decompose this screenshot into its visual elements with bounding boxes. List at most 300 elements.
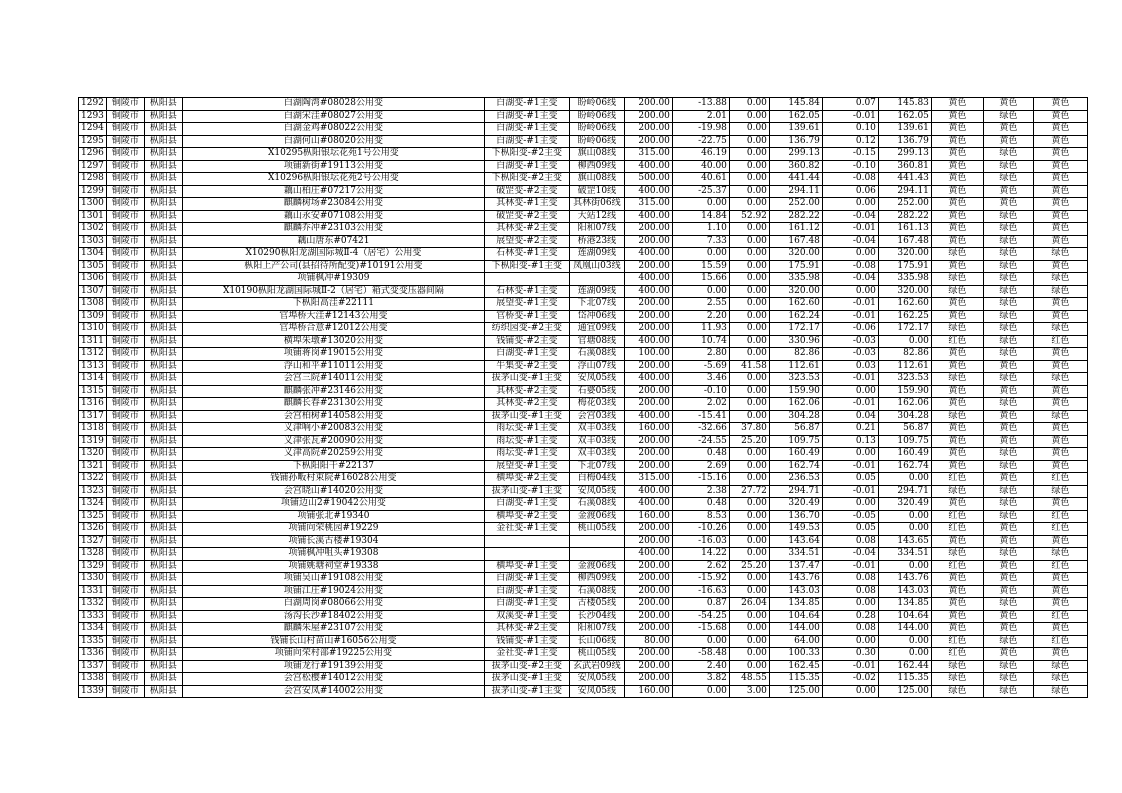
value-c-cell: 139.61 — [769, 123, 822, 136]
row-index: 1314 — [79, 373, 107, 386]
table-row — [79, 185, 1088, 198]
value-b-cell: 27.72 — [729, 485, 769, 498]
value-e-cell: 167.48 — [878, 235, 931, 248]
substation-cell: 双溪变-#1主变 — [484, 610, 569, 623]
value-c-cell: 441.44 — [769, 173, 822, 186]
value-d-cell: -0.10 — [822, 160, 878, 173]
capacity-cell: 400.00 — [624, 548, 672, 561]
value-c-cell: 162.05 — [769, 110, 822, 123]
status-1-cell: 黄色 — [931, 198, 983, 211]
table-row — [79, 248, 1088, 261]
value-c-cell: 323.53 — [769, 373, 822, 386]
capacity-cell: 80.00 — [624, 635, 672, 648]
substation-cell: 牛集变-#2主变 — [484, 360, 569, 373]
value-e-cell: 299.13 — [878, 148, 931, 161]
substation-cell: 白湖变-#1主变 — [484, 498, 569, 511]
feeder-cell: 古楼05线 — [569, 598, 624, 611]
value-d-cell: 0.10 — [822, 123, 878, 136]
value-c-cell: 149.53 — [769, 523, 822, 536]
value-a-cell: 2.01 — [672, 110, 729, 123]
city-cell: 铜陵市 — [106, 485, 144, 498]
city-cell: 铜陵市 — [106, 560, 144, 573]
value-b-cell: 0.00 — [729, 248, 769, 261]
value-c-cell: 162.06 — [769, 398, 822, 411]
table-row — [79, 298, 1088, 311]
value-c-cell: 161.12 — [769, 223, 822, 236]
status-3-cell: 黄色 — [1033, 310, 1087, 323]
county-cell: 枞阳县 — [144, 235, 182, 248]
transformer-name-cell: 麒麟张冲#23146公用变 — [182, 385, 484, 398]
value-a-cell: 2.02 — [672, 398, 729, 411]
status-3-cell: 黄色 — [1033, 98, 1087, 111]
capacity-cell: 160.00 — [624, 510, 672, 523]
transformer-name-cell: 会宫三院#14011公用变 — [182, 373, 484, 386]
value-b-cell: 0.00 — [729, 235, 769, 248]
substation-cell: 横埠变-#2主变 — [484, 473, 569, 486]
value-a-cell: -15.92 — [672, 573, 729, 586]
value-a-cell: -25.37 — [672, 185, 729, 198]
county-cell: 枞阳县 — [144, 373, 182, 386]
status-3-cell: 黄色 — [1033, 423, 1087, 436]
table-row — [79, 435, 1088, 448]
value-b-cell: 0.00 — [729, 285, 769, 298]
substation-cell: 拔茅山变-#2主变 — [484, 660, 569, 673]
value-b-cell: 0.00 — [729, 623, 769, 636]
status-3-cell: 黄色 — [1033, 573, 1087, 586]
county-cell: 枞阳县 — [144, 98, 182, 111]
table-row — [79, 648, 1088, 661]
transformer-name-cell: 项铺蒋岗#19015公用变 — [182, 348, 484, 361]
value-b-cell: 0.00 — [729, 123, 769, 136]
transformer-name-cell: 会宫安凤#14002公用变 — [182, 685, 484, 698]
value-e-cell: 0.00 — [878, 473, 931, 486]
value-b-cell: 0.00 — [729, 348, 769, 361]
value-c-cell: 162.45 — [769, 660, 822, 673]
value-d-cell: 0.00 — [822, 448, 878, 461]
value-d-cell: -0.01 — [822, 560, 878, 573]
value-b-cell: 0.00 — [729, 548, 769, 561]
value-e-cell: 82.86 — [878, 348, 931, 361]
substation-cell: 官桥变-#1主变 — [484, 310, 569, 323]
county-cell: 枞阳县 — [144, 160, 182, 173]
feeder-cell: 旗山08线 — [569, 148, 624, 161]
feeder-cell: 莲湖09线 — [569, 248, 624, 261]
transformer-name-cell: 义津响小#20083公用变 — [182, 423, 484, 436]
transformer-name-cell: 麒麟朱屋#23107公用变 — [182, 623, 484, 636]
value-e-cell: 441.43 — [878, 173, 931, 186]
value-b-cell: 0.00 — [729, 198, 769, 211]
status-1-cell: 黄色 — [931, 260, 983, 273]
status-2-cell: 绿色 — [983, 373, 1033, 386]
transformer-name-cell: 项铺江庄#19024公用变 — [182, 585, 484, 598]
feeder-cell: 岱冲06线 — [569, 310, 624, 323]
transformer-name-cell: 枞阳上产公司(县招待所配变)#10191公用变 — [182, 260, 484, 273]
status-3-cell: 红色 — [1033, 510, 1087, 523]
value-c-cell: 320.00 — [769, 285, 822, 298]
city-cell: 铜陵市 — [106, 323, 144, 336]
city-cell: 铜陵市 — [106, 160, 144, 173]
status-1-cell: 黄色 — [931, 423, 983, 436]
value-e-cell: 175.91 — [878, 260, 931, 273]
city-cell: 铜陵市 — [106, 135, 144, 148]
value-d-cell: 0.08 — [822, 535, 878, 548]
feeder-cell: 柳西09线 — [569, 573, 624, 586]
county-cell: 枞阳县 — [144, 498, 182, 511]
feeder-cell: 梅花03线 — [569, 398, 624, 411]
status-1-cell: 黄色 — [931, 498, 983, 511]
table-row — [79, 635, 1088, 648]
value-d-cell: 0.00 — [822, 285, 878, 298]
transformer-name-cell: 会宫柏树#14058公用变 — [182, 410, 484, 423]
value-a-cell: -16.03 — [672, 535, 729, 548]
value-a-cell: -58.48 — [672, 648, 729, 661]
value-b-cell: 0.00 — [729, 310, 769, 323]
value-e-cell: 334.51 — [878, 548, 931, 561]
capacity-cell: 200.00 — [624, 298, 672, 311]
value-d-cell: -0.05 — [822, 510, 878, 523]
value-d-cell: -0.06 — [822, 323, 878, 336]
value-c-cell: 100.33 — [769, 648, 822, 661]
value-a-cell: -10.26 — [672, 523, 729, 536]
status-2-cell: 黄色 — [983, 610, 1033, 623]
feeder-cell: 桥港23线 — [569, 235, 624, 248]
county-cell: 枞阳县 — [144, 535, 182, 548]
substation-cell: 拔茅山变-#1主变 — [484, 673, 569, 686]
status-2-cell: 绿色 — [983, 160, 1033, 173]
county-cell: 枞阳县 — [144, 610, 182, 623]
status-3-cell: 黄色 — [1033, 448, 1087, 461]
city-cell: 铜陵市 — [106, 660, 144, 673]
value-c-cell: 162.74 — [769, 460, 822, 473]
value-e-cell: 0.00 — [878, 560, 931, 573]
transformer-name-cell: 项铺长溪古楼#19304 — [182, 535, 484, 548]
status-1-cell: 黄色 — [931, 310, 983, 323]
status-3-cell: 绿色 — [1033, 248, 1087, 261]
value-d-cell: 0.08 — [822, 573, 878, 586]
capacity-cell: 200.00 — [624, 623, 672, 636]
capacity-cell: 200.00 — [624, 360, 672, 373]
status-2-cell: 绿色 — [983, 335, 1033, 348]
city-cell: 铜陵市 — [106, 273, 144, 286]
row-index: 1323 — [79, 485, 107, 498]
status-1-cell: 绿色 — [931, 660, 983, 673]
feeder-cell: 官塘08线 — [569, 335, 624, 348]
county-cell: 枞阳县 — [144, 173, 182, 186]
value-e-cell: 159.90 — [878, 385, 931, 398]
capacity-cell: 200.00 — [624, 448, 672, 461]
feeder-cell: 安凤05线 — [569, 673, 624, 686]
value-c-cell: 294.71 — [769, 485, 822, 498]
value-d-cell: -0.15 — [822, 148, 878, 161]
value-a-cell: 8.53 — [672, 510, 729, 523]
status-2-cell: 绿色 — [983, 148, 1033, 161]
row-index: 1321 — [79, 460, 107, 473]
feeder-cell: 长沙04线 — [569, 610, 624, 623]
value-d-cell: 0.00 — [822, 498, 878, 511]
table-row — [79, 535, 1088, 548]
transformer-name-cell: 白湖金鸡#08022公用变 — [182, 123, 484, 136]
value-c-cell: 145.84 — [769, 98, 822, 111]
value-d-cell: 0.05 — [822, 473, 878, 486]
substation-cell: 白湖变-#1主变 — [484, 348, 569, 361]
transformer-name-cell: 钱铺长山村苗山#16056公用变 — [182, 635, 484, 648]
table-row — [79, 260, 1088, 273]
capacity-cell: 400.00 — [624, 373, 672, 386]
table-body — [79, 98, 1088, 698]
row-index: 1301 — [79, 210, 107, 223]
value-c-cell: 334.51 — [769, 548, 822, 561]
value-d-cell: -0.01 — [822, 373, 878, 386]
transformer-name-cell: 会宫晓山#14020公用变 — [182, 485, 484, 498]
status-3-cell: 黄色 — [1033, 460, 1087, 473]
status-1-cell: 黄色 — [931, 398, 983, 411]
city-cell: 铜陵市 — [106, 360, 144, 373]
table-row — [79, 473, 1088, 486]
row-index: 1312 — [79, 348, 107, 361]
row-index: 1325 — [79, 510, 107, 523]
value-c-cell: 159.90 — [769, 385, 822, 398]
capacity-cell: 400.00 — [624, 335, 672, 348]
status-1-cell: 黄色 — [931, 210, 983, 223]
county-cell: 枞阳县 — [144, 485, 182, 498]
substation-cell: 雨坛变-#1主变 — [484, 448, 569, 461]
city-cell: 铜陵市 — [106, 310, 144, 323]
value-e-cell: 104.64 — [878, 610, 931, 623]
status-1-cell: 绿色 — [931, 373, 983, 386]
city-cell: 铜陵市 — [106, 385, 144, 398]
status-1-cell: 红色 — [931, 473, 983, 486]
county-cell: 枞阳县 — [144, 448, 182, 461]
value-d-cell: -0.04 — [822, 273, 878, 286]
county-cell: 枞阳县 — [144, 198, 182, 211]
status-3-cell: 红色 — [1033, 610, 1087, 623]
table-row — [79, 123, 1088, 136]
feeder-cell: 金渡06线 — [569, 560, 624, 573]
city-cell: 铜陵市 — [106, 148, 144, 161]
substation-cell: 纺织园变-#2主变 — [484, 323, 569, 336]
value-b-cell: 0.00 — [729, 648, 769, 661]
value-d-cell: -0.01 — [822, 485, 878, 498]
status-2-cell: 绿色 — [983, 310, 1033, 323]
status-2-cell: 绿色 — [983, 673, 1033, 686]
value-a-cell: 0.48 — [672, 498, 729, 511]
value-c-cell: 175.91 — [769, 260, 822, 273]
capacity-cell: 200.00 — [624, 560, 672, 573]
table-row — [79, 310, 1088, 323]
capacity-cell: 200.00 — [624, 610, 672, 623]
county-cell: 枞阳县 — [144, 423, 182, 436]
transformer-name-cell: 钱铺孙畈村束院#16028公用变 — [182, 473, 484, 486]
value-a-cell: 15.66 — [672, 273, 729, 286]
capacity-cell: 100.00 — [624, 348, 672, 361]
capacity-cell: 400.00 — [624, 273, 672, 286]
status-1-cell: 绿色 — [931, 673, 983, 686]
status-1-cell: 绿色 — [931, 410, 983, 423]
value-a-cell: -15.68 — [672, 623, 729, 636]
value-d-cell: 0.07 — [822, 98, 878, 111]
substation-cell: 拔茅山变-#1主变 — [484, 410, 569, 423]
value-c-cell: 136.70 — [769, 510, 822, 523]
status-2-cell: 黄色 — [983, 385, 1033, 398]
transformer-name-cell: 麒麟乔冲#23103公用变 — [182, 223, 484, 236]
table-row — [79, 685, 1088, 698]
value-d-cell: 0.21 — [822, 423, 878, 436]
value-e-cell: 112.61 — [878, 360, 931, 373]
county-cell: 枞阳县 — [144, 473, 182, 486]
city-cell: 铜陵市 — [106, 623, 144, 636]
value-a-cell: 0.48 — [672, 448, 729, 461]
value-c-cell: 112.61 — [769, 360, 822, 373]
city-cell: 铜陵市 — [106, 260, 144, 273]
county-cell: 枞阳县 — [144, 385, 182, 398]
feeder-cell: 安凤05线 — [569, 373, 624, 386]
substation-cell: 破罡变-#2主变 — [484, 210, 569, 223]
county-cell: 枞阳县 — [144, 310, 182, 323]
transformer-name-cell: 项铺边山2#19042公用变 — [182, 498, 484, 511]
value-c-cell: 330.96 — [769, 335, 822, 348]
value-c-cell: 144.00 — [769, 623, 822, 636]
transformer-name-cell: 官埠桥大洼#12143公用变 — [182, 310, 484, 323]
status-1-cell: 黄色 — [931, 598, 983, 611]
row-index: 1294 — [79, 123, 107, 136]
status-1-cell: 黄色 — [931, 610, 983, 623]
county-cell: 枞阳县 — [144, 260, 182, 273]
value-e-cell: 144.00 — [878, 623, 931, 636]
status-3-cell: 绿色 — [1033, 285, 1087, 298]
status-1-cell: 绿色 — [931, 248, 983, 261]
feeder-cell: 阳和07线 — [569, 623, 624, 636]
status-2-cell: 绿色 — [983, 298, 1033, 311]
value-e-cell: 252.00 — [878, 198, 931, 211]
status-3-cell: 绿色 — [1033, 410, 1087, 423]
row-index: 1311 — [79, 335, 107, 348]
value-b-cell: 0.00 — [729, 510, 769, 523]
county-cell: 枞阳县 — [144, 573, 182, 586]
feeder-cell: 盼岭06线 — [569, 135, 624, 148]
substation-cell: 白湖变-#1主变 — [484, 598, 569, 611]
capacity-cell: 200.00 — [624, 323, 672, 336]
status-1-cell: 红色 — [931, 635, 983, 648]
status-1-cell: 红色 — [931, 523, 983, 536]
table-row — [79, 585, 1088, 598]
value-d-cell: 0.13 — [822, 435, 878, 448]
value-a-cell: 0.00 — [672, 198, 729, 211]
city-cell: 铜陵市 — [106, 373, 144, 386]
value-d-cell: -0.01 — [822, 398, 878, 411]
capacity-cell: 200.00 — [624, 385, 672, 398]
transformer-name-cell: 项铺姚塘祠堂#19338 — [182, 560, 484, 573]
value-e-cell: 115.35 — [878, 673, 931, 686]
substation-cell: 横埠变-#1主变 — [484, 560, 569, 573]
value-a-cell: 15.59 — [672, 260, 729, 273]
status-2-cell: 绿色 — [983, 323, 1033, 336]
county-cell: 枞阳县 — [144, 335, 182, 348]
county-cell: 枞阳县 — [144, 110, 182, 123]
substation-cell: 石林变-#1主变 — [484, 248, 569, 261]
status-3-cell: 黄色 — [1033, 385, 1087, 398]
status-1-cell: 绿色 — [931, 323, 983, 336]
status-3-cell: 黄色 — [1033, 585, 1087, 598]
value-e-cell: 335.98 — [878, 273, 931, 286]
value-d-cell: 0.00 — [822, 248, 878, 261]
data-table — [78, 97, 1088, 698]
status-1-cell: 黄色 — [931, 585, 983, 598]
value-b-cell: 37.80 — [729, 423, 769, 436]
value-e-cell: 0.00 — [878, 648, 931, 661]
county-cell: 枞阳县 — [144, 348, 182, 361]
substation-cell: 白湖变-#1主变 — [484, 110, 569, 123]
transformer-name-cell: 项铺枫冲#19309 — [182, 273, 484, 286]
status-1-cell: 绿色 — [931, 685, 983, 698]
row-index: 1320 — [79, 448, 107, 461]
value-b-cell: 0.00 — [729, 98, 769, 111]
feeder-cell — [569, 548, 624, 561]
value-a-cell: -24.55 — [672, 435, 729, 448]
status-2-cell: 绿色 — [983, 223, 1033, 236]
feeder-cell: 金渡06线 — [569, 510, 624, 523]
capacity-cell: 200.00 — [624, 260, 672, 273]
status-2-cell: 黄色 — [983, 435, 1033, 448]
transformer-name-cell: X10290枞阳龙湖国际城Ⅱ-4（居宅）公用变 — [182, 248, 484, 261]
value-c-cell: 143.64 — [769, 535, 822, 548]
table-row — [79, 660, 1088, 673]
value-d-cell: -0.08 — [822, 173, 878, 186]
city-cell: 铜陵市 — [106, 98, 144, 111]
county-cell: 枞阳县 — [144, 685, 182, 698]
value-c-cell: 160.49 — [769, 448, 822, 461]
status-3-cell: 黄色 — [1033, 135, 1087, 148]
status-1-cell: 黄色 — [931, 235, 983, 248]
status-2-cell: 绿色 — [983, 235, 1033, 248]
table-row — [79, 560, 1088, 573]
row-index: 1310 — [79, 323, 107, 336]
status-2-cell: 绿色 — [983, 173, 1033, 186]
status-1-cell: 黄色 — [931, 623, 983, 636]
transformer-name-cell: 下枞阳阳干#22137 — [182, 460, 484, 473]
table-row — [79, 448, 1088, 461]
value-c-cell: 162.60 — [769, 298, 822, 311]
value-d-cell: 0.28 — [822, 610, 878, 623]
row-index: 1313 — [79, 360, 107, 373]
table-row — [79, 485, 1088, 498]
value-b-cell: 0.00 — [729, 273, 769, 286]
substation-cell: 其林变-#2主变 — [484, 385, 569, 398]
feeder-cell: 桃山05线 — [569, 648, 624, 661]
capacity-cell: 200.00 — [624, 648, 672, 661]
transformer-name-cell: X10295枞阳银坛花苑1号公用变 — [182, 148, 484, 161]
transformer-name-cell: X10296枞阳银坛花苑2号公用变 — [182, 173, 484, 186]
status-3-cell: 黄色 — [1033, 398, 1087, 411]
transformer-name-cell: X10190枞阳龙湖国际城Ⅱ-2（居宅）箱式变变压器间隔 — [182, 285, 484, 298]
value-c-cell: 104.64 — [769, 610, 822, 623]
value-c-cell: 134.85 — [769, 598, 822, 611]
value-d-cell: 0.00 — [822, 198, 878, 211]
substation-cell: 拔茅山变-#1主变 — [484, 685, 569, 698]
value-b-cell: 0.00 — [729, 410, 769, 423]
value-e-cell: 0.00 — [878, 523, 931, 536]
table-row — [79, 523, 1088, 536]
status-1-cell: 绿色 — [931, 273, 983, 286]
status-2-cell: 黄色 — [983, 473, 1033, 486]
county-cell: 枞阳县 — [144, 410, 182, 423]
county-cell: 枞阳县 — [144, 298, 182, 311]
substation-cell: 白湖变-#1主变 — [484, 123, 569, 136]
value-c-cell: 109.75 — [769, 435, 822, 448]
capacity-cell: 400.00 — [624, 485, 672, 498]
status-2-cell: 绿色 — [983, 448, 1033, 461]
substation-cell: 展望变-#2主变 — [484, 235, 569, 248]
transformer-name-cell: 白湖何山#08020公用变 — [182, 135, 484, 148]
